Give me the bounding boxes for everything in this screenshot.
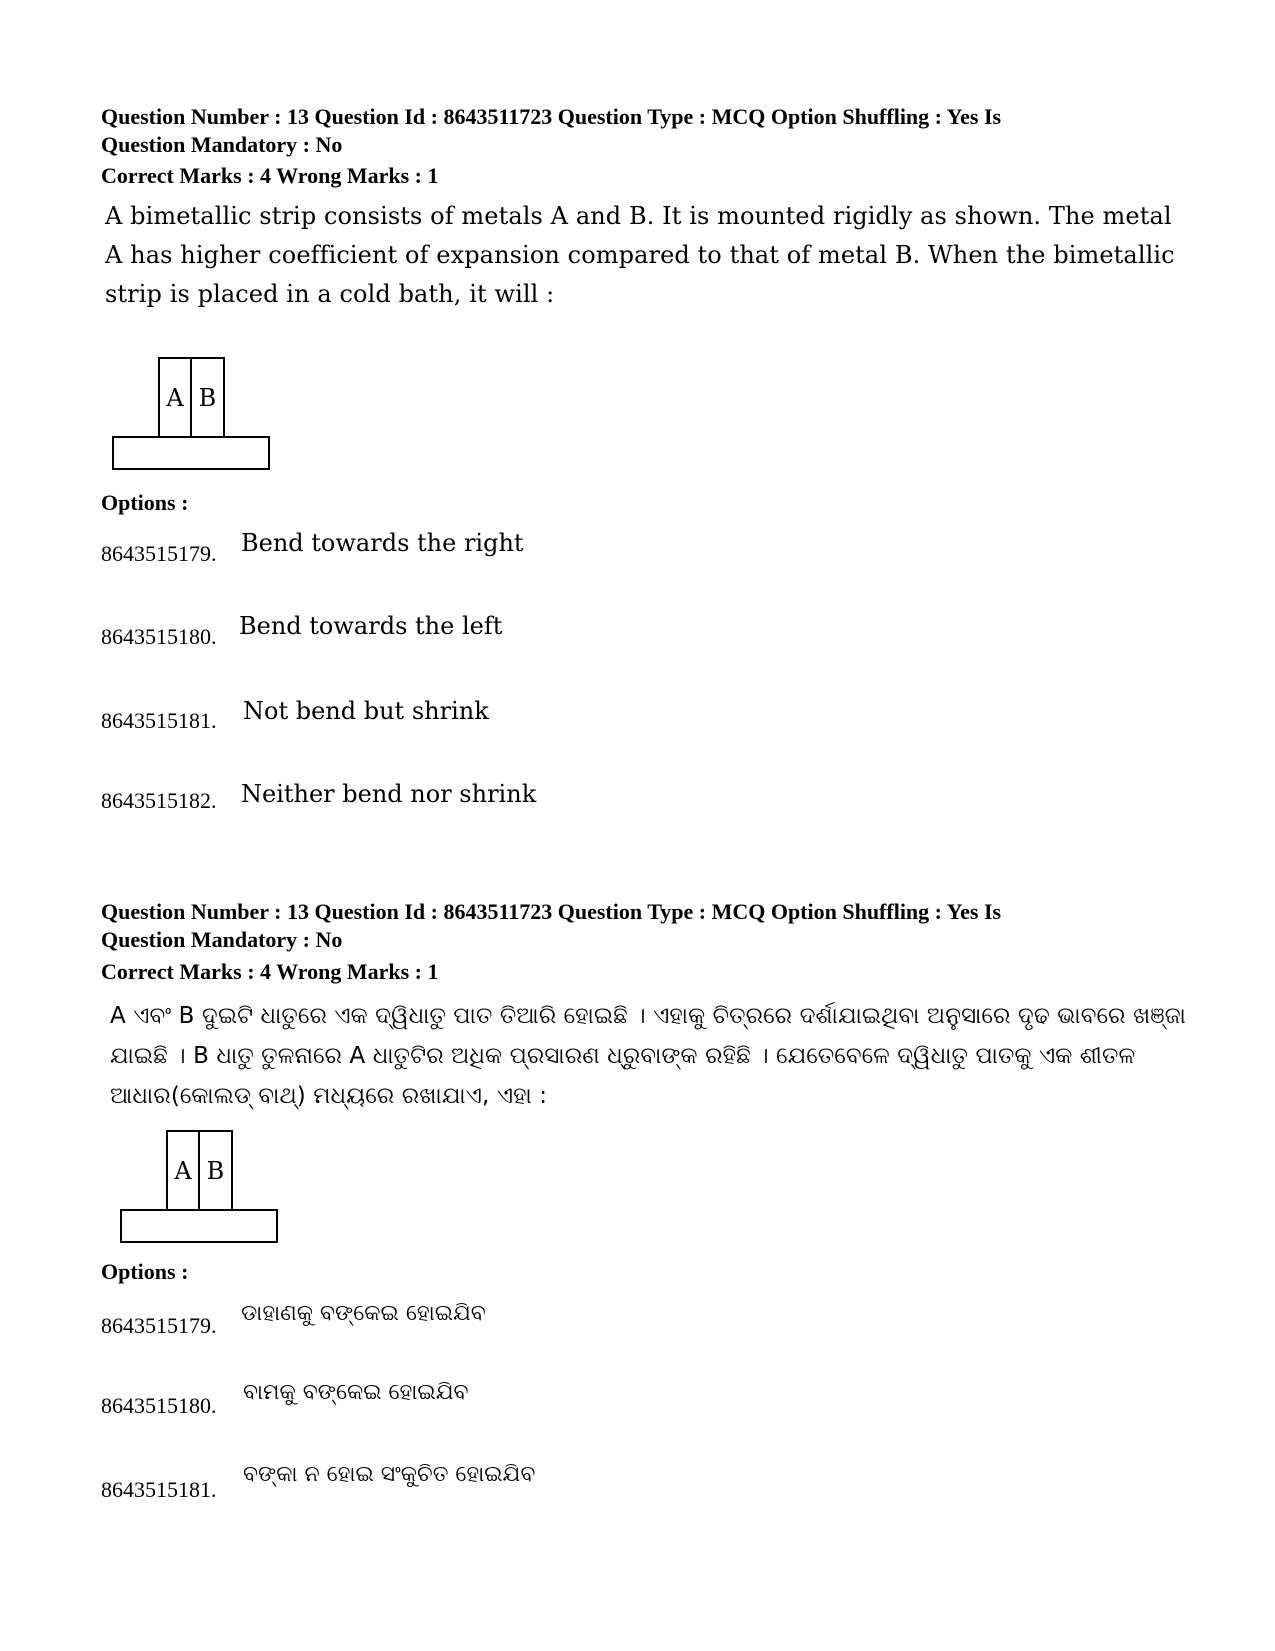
question-stem: A bimetallic strip consists of metals A and B. It is mounted rigidly as shown. The metal A has higher coefficient of expansion compared to that of metal B. When the bimetallic strip is placed in a cold bath, it will : — [105, 202, 1175, 308]
option-id: 8643515181. — [101, 708, 217, 733]
option-id: 8643515181. — [101, 1477, 217, 1502]
metal-a-label: A — [166, 383, 184, 412]
question-marks: Correct Marks : 4 Wrong Marks : 1 — [101, 959, 439, 984]
metal-b-label: B — [198, 383, 217, 412]
options-label: Options : — [101, 1259, 189, 1284]
option-text: ବାମକୁ ବଙ୍କେଇ ହୋଇଯିବ — [243, 1380, 469, 1405]
question-meta-line2: Question Mandatory : No — [101, 132, 343, 157]
option-id: 8643515179. — [101, 1313, 217, 1338]
option-text: ଡାହାଣକୁ ବଙ୍କେଇ ହୋଇଯିବ — [241, 1301, 486, 1326]
option-id: 8643515180. — [101, 1393, 217, 1418]
question-meta-line1: Question Number : 13 Question Id : 8643511723 Question Type : MCQ Option Shuffling : Yes Is — [101, 104, 1002, 129]
option-id: 8643515180. — [101, 624, 217, 649]
option-id: 8643515179. — [101, 541, 217, 566]
question-stem: A ଏବଂ B ଦୁଇଟି ଧାତୁରେ ଏକ ଦ୍ୱିଧାତୁ ପାତ ତିଆରି ହୋଇଛି । ଏହାକୁ ଚିତ୍ରରେ ଦର୍ଶାଯାଇଥିବା ଅନୁସାରେ ଦୃଢ ଭାବରେ ଖଞ୍ଜା ଯାଇଛି । B ଧାତୁ ତୁଳନାରେ A ଧାତୁଟିର ଅଧିକ ପ୍ରସାରଣ ଧ୍ରୁବାଙ୍କ ରହିଛି । ଯେତେବେଳେ ଦ୍ୱିଧାତୁ ପାତକୁ ଏକ ଶୀତଳ ଆଧାର(କୋଲଡ୍ ବାଥ୍) ମଧ୍ୟରେ ରଖାଯାଏ, ଏହା : — [110, 1003, 1186, 1109]
bimetallic-strip-figure — [120, 1130, 280, 1243]
metal-a-strip — [158, 357, 192, 438]
question-meta-line1: Question Number : 13 Question Id : 8643511723 Question Type : MCQ Option Shuffling : Yes Is — [101, 899, 1002, 924]
question-marks: Correct Marks : 4 Wrong Marks : 1 — [101, 163, 439, 188]
options-label: Options : — [101, 490, 189, 515]
metal-a-strip — [166, 1130, 200, 1211]
mounting-base — [120, 1209, 278, 1243]
option-text: Not bend but shrink — [243, 697, 489, 725]
option-text: Bend towards the right — [241, 529, 524, 557]
metal-b-strip — [190, 357, 225, 438]
option-text: Neither bend nor shrink — [241, 780, 537, 808]
mounting-base — [112, 436, 270, 470]
option-text: ବଙ୍କା ନ ହୋଇ ସଂକୁଚିତ ହୋଇଯିବ — [243, 1462, 536, 1487]
metal-a-label: A — [174, 1156, 192, 1185]
option-id: 8643515182. — [101, 788, 217, 813]
question-meta-line2: Question Mandatory : No — [101, 927, 343, 952]
metal-b-strip — [198, 1130, 233, 1211]
bimetallic-strip-figure — [112, 357, 272, 470]
option-text: Bend towards the left — [239, 612, 503, 640]
metal-b-label: B — [206, 1156, 225, 1185]
